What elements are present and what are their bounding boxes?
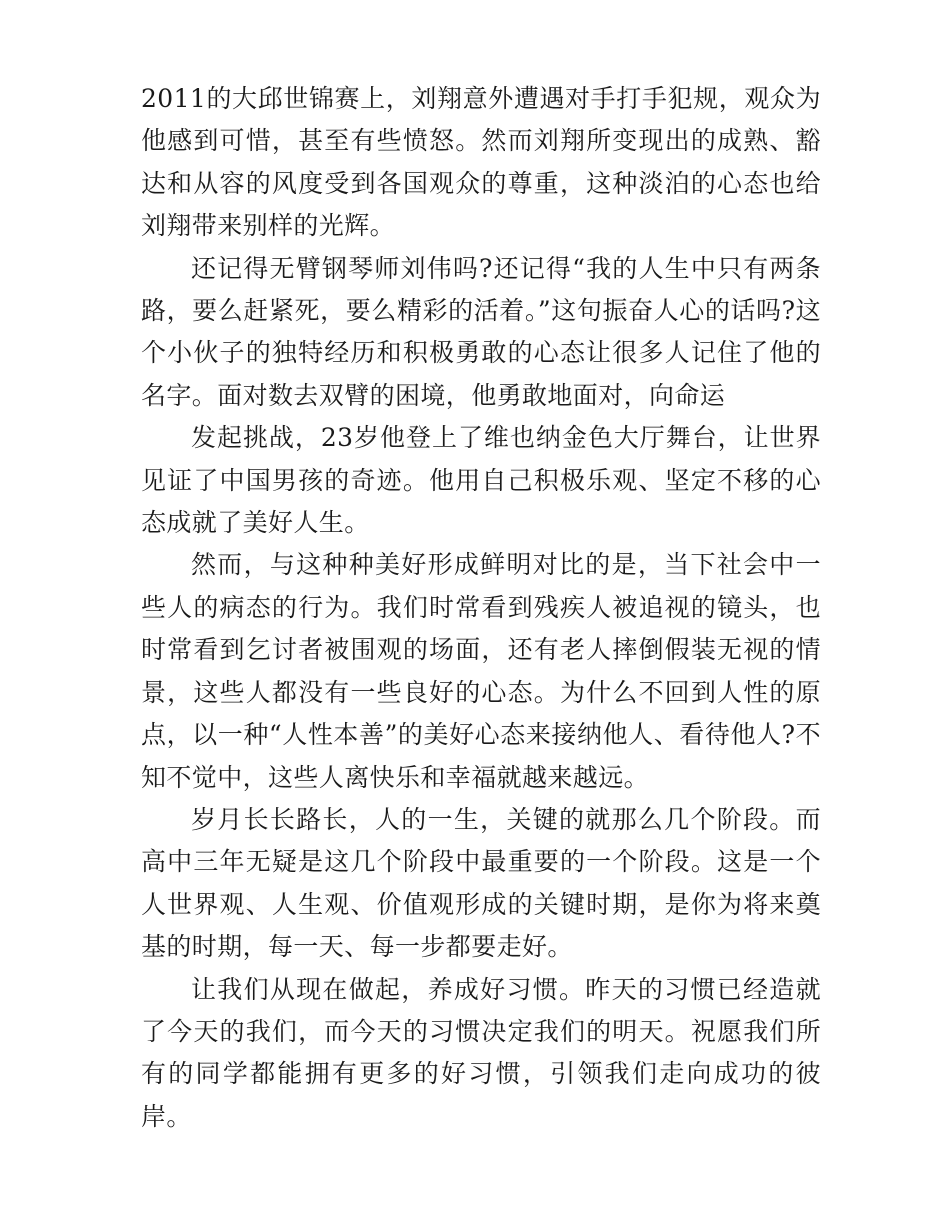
paragraph-2: 还记得无臂钢琴师刘伟吗?还记得“我的人生中只有两条路，要么赶紧死，要么精彩的活着。”这句振奋人心的话吗?这个小伙子的独特经历和积极勇敢的心态让很多人记住了他的名字。面对数去双臂的困境，他勇敢地面对，向命运 [141, 253, 821, 410]
document-body [141, 78, 821, 1138]
paragraph-5: 岁月长长路长，人的一生，关键的就那么几个阶段。而高中三年无疑是这几个阶段中最重要的一个阶段。这是一个人世界观、人生观、价值观形成的关键时期，是你为将来奠基的时期，每一天、每一步都要走好。 [141, 804, 821, 962]
paragraph-6: 让我们从现在做起，养成好习惯。昨天的习惯已经造就了今天的我们，而今天的习惯决定我们的明天。祝愿我们所有的同学都能拥有更多的好习惯，引领我们走向成功的彼岸。 [141, 974, 821, 1131]
paragraph-1: 2011的大邱世锦赛上，刘翔意外遭遇对手打手犯规，观众为他感到可惜，甚至有些愤怒。然而刘翔所变现出的成熟、豁达和从容的风度受到各国观众的尊重，这种淡泊的心态也给刘翔带来别样的光辉。 [141, 84, 821, 241]
paragraph-4: 然而，与这种种美好形成鲜明对比的是，当下社会中一些人的病态的行为。我们时常看到残疾人被追视的镜头，也时常看到乞讨者被围观的场面，还有老人摔倒假装无视的情景，这些人都没有一些良好的心态。为什么不回到人性的原点，以一种“人性本善”的美好心态来接纳他人、看待他人?不知不觉中，这些人离快乐和幸福就越来越远。 [141, 550, 821, 792]
paragraph-3: 发起挑战，23岁他登上了维也纳金色大厅舞台，让世界见证了中国男孩的奇迹。他用自己积极乐观、坚定不移的心态成就了美好人生。 [141, 423, 821, 538]
